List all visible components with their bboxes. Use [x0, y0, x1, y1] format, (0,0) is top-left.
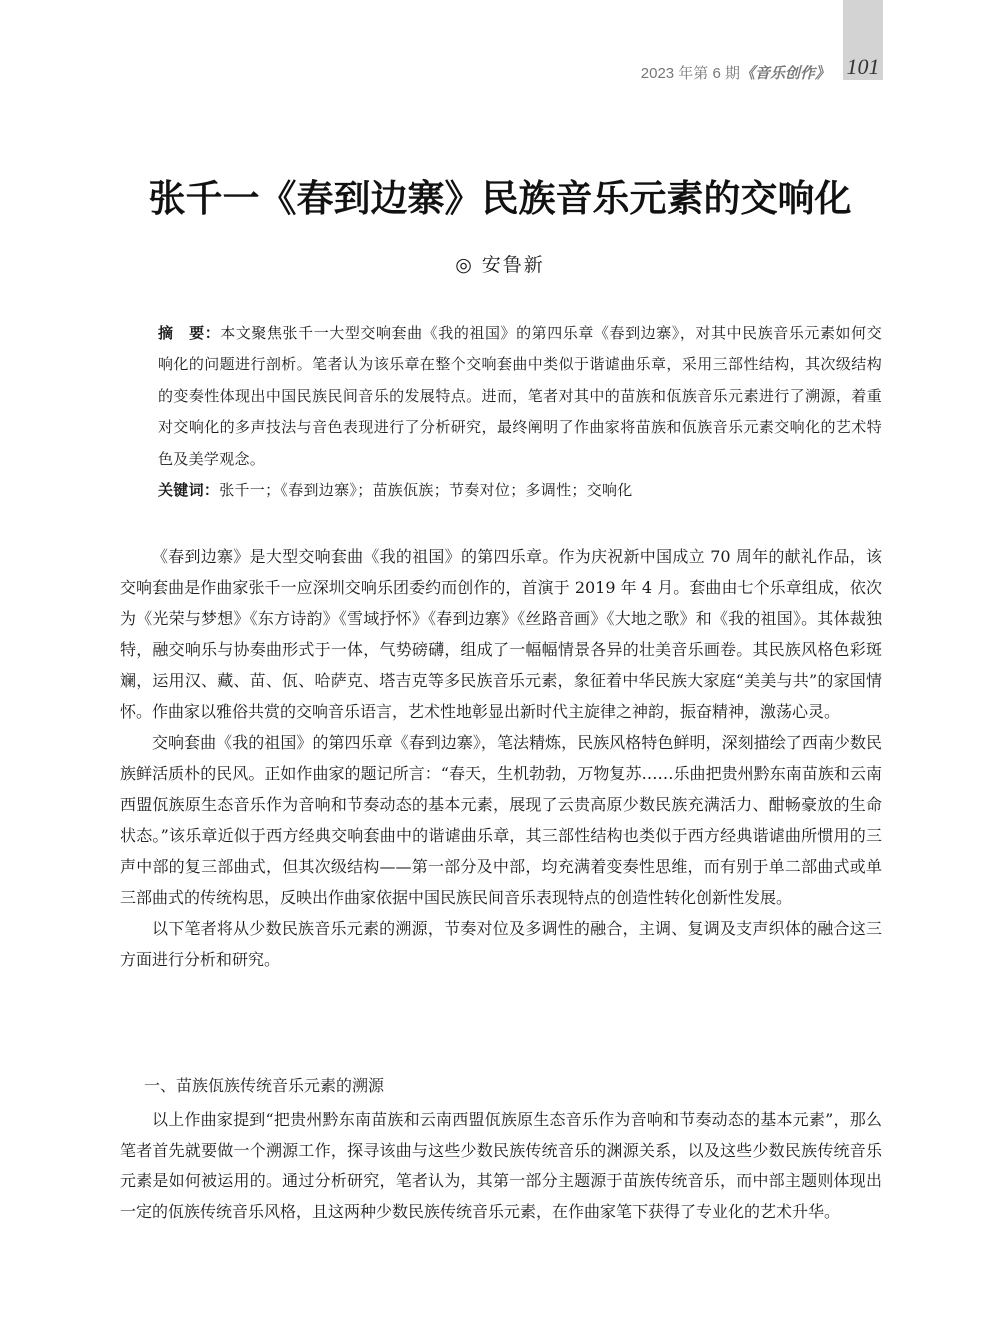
section-1-text [120, 1105, 882, 1227]
issue-label: 2023 年第 6 期 [640, 65, 740, 82]
page-number: 101 [846, 54, 880, 79]
section-heading-1: 一、苗族佤族传统音乐元素的溯源 [144, 1076, 385, 1095]
keywords-label: 关键词： [158, 481, 220, 500]
abstract-label: 摘 要： [158, 324, 221, 342]
body-text [120, 541, 882, 975]
body-paragraph-4: 以上作曲家提到“把贵州黔东南苗族和云南西盟佤族原生态音乐作为音响和节奏动态的基本元素”，那么笔者首先就要做一个溯源工作，探寻该曲与这些少数民族传统音乐的渊源关系，以及这些少数民族传统音乐元素是如何被运用的。通过分析研究，笔者认为，其第一部分主题源于苗族传统音乐，而中部主题则体现出一定的佤族传统音乐风格，且这两种少数民族传统音乐元素，在作曲家笔下获得了专业化的艺术升华。 [120, 1110, 882, 1221]
keywords-text: 张千一；《春到边寨》；苗族佤族；节奏对位；多调性；交响化 [219, 481, 633, 500]
author-line: ◎ 安鲁新 [455, 254, 545, 276]
keywords-paragraph [120, 475, 882, 506]
article-title: 张千一《春到边寨》民族音乐元素的交响化 [148, 177, 852, 220]
running-header [641, 62, 830, 83]
journal-name: 《音乐创作》 [739, 65, 830, 82]
abstract-text: 本文聚焦张千一大型交响套曲《我的祖国》的第四乐章《春到边寨》，对其中民族音乐元素如何交响化的问题进行剖析。笔者认为该乐章在整个交响套曲中类似于谐谑曲乐章，采用三部性结构，其次级结构的变奏性体现出中国民族民间音乐的发展特点。进而，笔者对其中的苗族和佤族音乐元素进行了溯源，着重对交响化的多声技法与音色表现进行了分析研究，最终阐明了作曲家将苗族和佤族音乐元素交响化的艺术特色及美学观念。 [158, 324, 882, 468]
body-paragraph-2: 交响套曲《我的祖国》的第四乐章《春到边寨》，笔法精炼，民族风格特色鲜明，深刻描绘了西南少数民族鲜活质朴的民风。正如作曲家的题记所言：“春天，生机勃勃，万物复苏……乐曲把贵州黔东南苗族和云南西盟佤族原生态音乐作为音响和节奏动态的基本元素，展现了云贵高原少数民族充满活力、酣畅豪放的生命状态。”该乐章近似于西方经典交响套曲中的谐谑曲乐章，其三部性结构也类似于西方经典谐谑曲所惯用的三声中部的复三部曲式，但其次级结构——第一部分及中部，均充满着变奏性思维，而有别于单二部曲式或单三部曲式的传统构思，反映出作曲家依据中国民族民间音乐表现特点的创造性转化创新性发展。 [120, 733, 882, 907]
abstract-block [120, 318, 882, 506]
abstract-paragraph [120, 318, 882, 475]
body-paragraph-3: 以下笔者将从少数民族音乐元素的溯源，节奏对位及多调性的融合，主调、复调及支声织体的融合这三方面进行分析和研究。 [120, 919, 882, 969]
body-paragraph-1: 《春到边寨》是大型交响套曲《我的祖国》的第四乐章。作为庆祝新中国成立 70 周年的献礼作品，该交响套曲是作曲家张千一应深圳交响乐团委约而创作的，首演于 2019 年 4 月。套曲由七个乐章组成，依次为《光荣与梦想》《东方诗韵》《雪域抒怀》《春到边寨》《丝路音画》《大地之歌》和《我的祖国》。其体裁独特，融交响乐与协奏曲形式于一体，气势磅礴，组成了一幅幅情景各异的壮美音乐画卷。其民族风格色彩斑斓，运用汉、藏、苗、佤、哈萨克、塔吉克等多民族音乐元素，象征着中华民族大家庭“美美与共”的家国情怀。作曲家以雅俗共赏的交响音乐语言，艺术性地彰显出新时代主旋律之神韵，振奋精神，激荡心灵。 [120, 547, 882, 721]
